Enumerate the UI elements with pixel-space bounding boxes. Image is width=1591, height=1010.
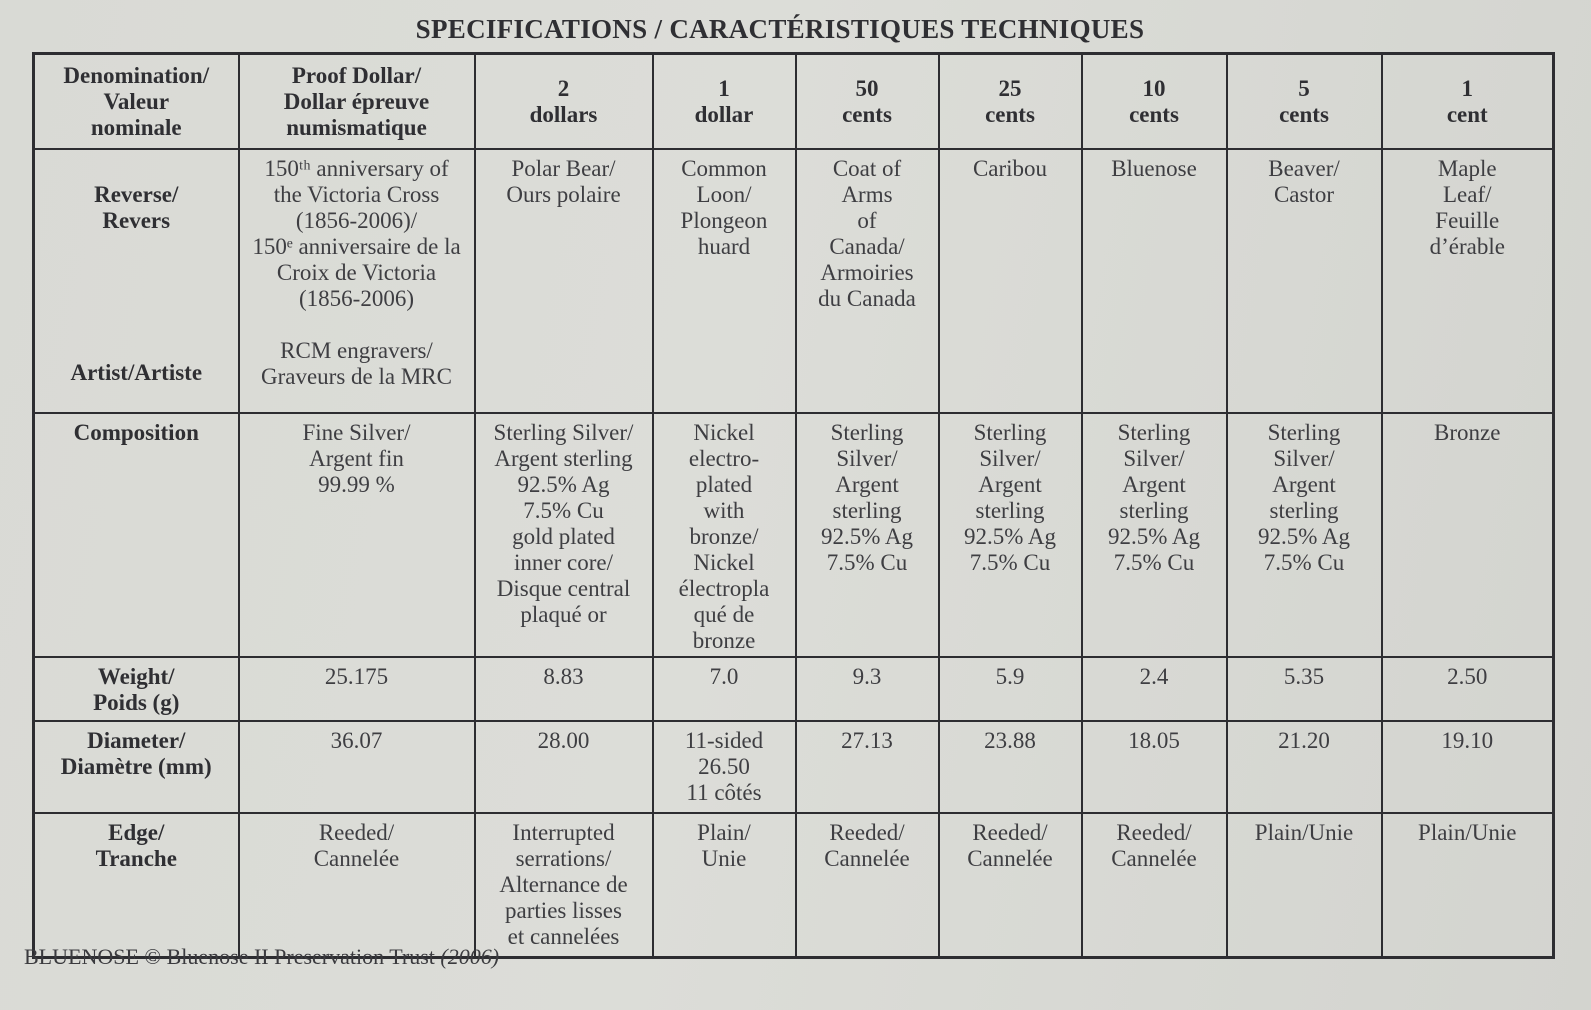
reverse-2-dollars: Polar Bear/ Ours polaire xyxy=(475,149,653,413)
composition-10-cents: Sterling Silver/ Argent sterling 92.5% Ag 7.5% Cu xyxy=(1082,413,1227,657)
reverse-row xyxy=(34,149,1554,413)
reverse-1-dollar: Common Loon/ Plongeon huard xyxy=(653,149,796,413)
edge-label: Edge/ Tranche xyxy=(34,813,239,958)
edge-10-cents: Reeded/ Cannelée xyxy=(1082,813,1227,958)
denomination-1-cent: 1 cent xyxy=(1382,54,1554,149)
composition-25-cents: Sterling Silver/ Argent sterling 92.5% Ag 7.5% Cu xyxy=(939,413,1082,657)
reverse-5-cents: Beaver/ Castor xyxy=(1227,149,1382,413)
reverse-proof-dollar: 150ᵗʰ anniversary of the Victoria Cross (1856-2006)/ 150ᵉ anniversaire de la Croix de Victoria (1856-2006) RCM engravers/ Graveurs de la MRC xyxy=(239,149,475,413)
edge-2-dollars: Interrupted serrations/ Alternance de parties lisses et cannelées xyxy=(475,813,653,958)
diameter-5-cents: 21.20 xyxy=(1227,721,1382,813)
denomination-2-dollars: 2 dollars xyxy=(475,54,653,149)
denomination-5-cents: 5 cents xyxy=(1227,54,1382,149)
weight-2-dollars: 8.83 xyxy=(475,657,653,721)
diameter-25-cents: 23.88 xyxy=(939,721,1082,813)
weight-50-cents: 9.3 xyxy=(796,657,939,721)
copyright-credit xyxy=(24,944,499,970)
edge-1-dollar: Plain/ Unie xyxy=(653,813,796,958)
composition-50-cents: Sterling Silver/ Argent sterling 92.5% Ag 7.5% Cu xyxy=(796,413,939,657)
artist-label: Artist/Artiste xyxy=(70,359,203,385)
diameter-50-cents: 27.13 xyxy=(796,721,939,813)
edge-25-cents: Reeded/ Cannelée xyxy=(939,813,1082,958)
denomination-1-dollar: 1 dollar xyxy=(653,54,796,149)
page-title: SPECIFICATIONS / CARACTÉRISTIQUES TECHNIQUES xyxy=(415,14,1145,44)
reverse-1-cent: Maple Leaf/ Feuille d’érable xyxy=(1382,149,1554,413)
edge-50-cents: Reeded/ Cannelée xyxy=(796,813,939,958)
denomination-10-cents: 10 cents xyxy=(1082,54,1227,149)
composition-row xyxy=(34,413,1554,657)
diameter-row xyxy=(34,721,1554,813)
reverse-10-cents: Bluenose xyxy=(1082,149,1227,413)
edge-row xyxy=(34,813,1554,958)
reverse-label: Reverse/ Revers xyxy=(94,181,179,233)
composition-proof-dollar: Fine Silver/ Argent fin 99.99 % xyxy=(239,413,475,657)
denomination-proof-dollar: Proof Dollar/ Dollar épreuve numismatique xyxy=(239,54,475,149)
edge-5-cents: Plain/Unie xyxy=(1227,813,1382,958)
edge-1-cent: Plain/Unie xyxy=(1382,813,1554,958)
weight-10-cents: 2.4 xyxy=(1082,657,1227,721)
edge-proof-dollar: Reeded/ Cannelée xyxy=(239,813,475,958)
specifications-table xyxy=(32,52,1555,959)
diameter-1-cent: 19.10 xyxy=(1382,721,1554,813)
diameter-proof-dollar: 36.07 xyxy=(239,721,475,813)
reverse-label-cell xyxy=(34,149,239,413)
reverse-25-cents: Caribou xyxy=(939,149,1082,413)
composition-1-cent: Bronze xyxy=(1382,413,1554,657)
composition-1-dollar: Nickel electro- plated with bronze/ Nickel électropla qué de bronze xyxy=(653,413,796,657)
copyright-year: (2006) xyxy=(440,944,500,969)
diameter-2-dollars: 28.00 xyxy=(475,721,653,813)
weight-25-cents: 5.9 xyxy=(939,657,1082,721)
weight-row xyxy=(34,657,1554,721)
denomination-50-cents: 50 cents xyxy=(796,54,939,149)
reverse-50-cents: Coat of Arms of Canada/ Armoiries du Canada xyxy=(796,149,939,413)
denomination-row xyxy=(34,54,1554,149)
denomination-25-cents: 25 cents xyxy=(939,54,1082,149)
composition-5-cents: Sterling Silver/ Argent sterling 92.5% Ag 7.5% Cu xyxy=(1227,413,1382,657)
composition-label: Composition xyxy=(34,413,239,657)
copyright-text: BLUENOSE © Bluenose II Preservation Trust xyxy=(24,944,435,969)
weight-5-cents: 5.35 xyxy=(1227,657,1382,721)
weight-1-dollar: 7.0 xyxy=(653,657,796,721)
diameter-10-cents: 18.05 xyxy=(1082,721,1227,813)
composition-2-dollars: Sterling Silver/ Argent sterling 92.5% Ag 7.5% Cu gold plated inner core/ Disque central plaqué or xyxy=(475,413,653,657)
diameter-label: Diameter/ Diamètre (mm) xyxy=(34,721,239,813)
denomination-label: Denomination/ Valeur nominale xyxy=(34,54,239,149)
diameter-1-dollar: 11-sided 26.50 11 côtés xyxy=(653,721,796,813)
weight-1-cent: 2.50 xyxy=(1382,657,1554,721)
weight-label: Weight/ Poids (g) xyxy=(34,657,239,721)
weight-proof-dollar: 25.175 xyxy=(239,657,475,721)
